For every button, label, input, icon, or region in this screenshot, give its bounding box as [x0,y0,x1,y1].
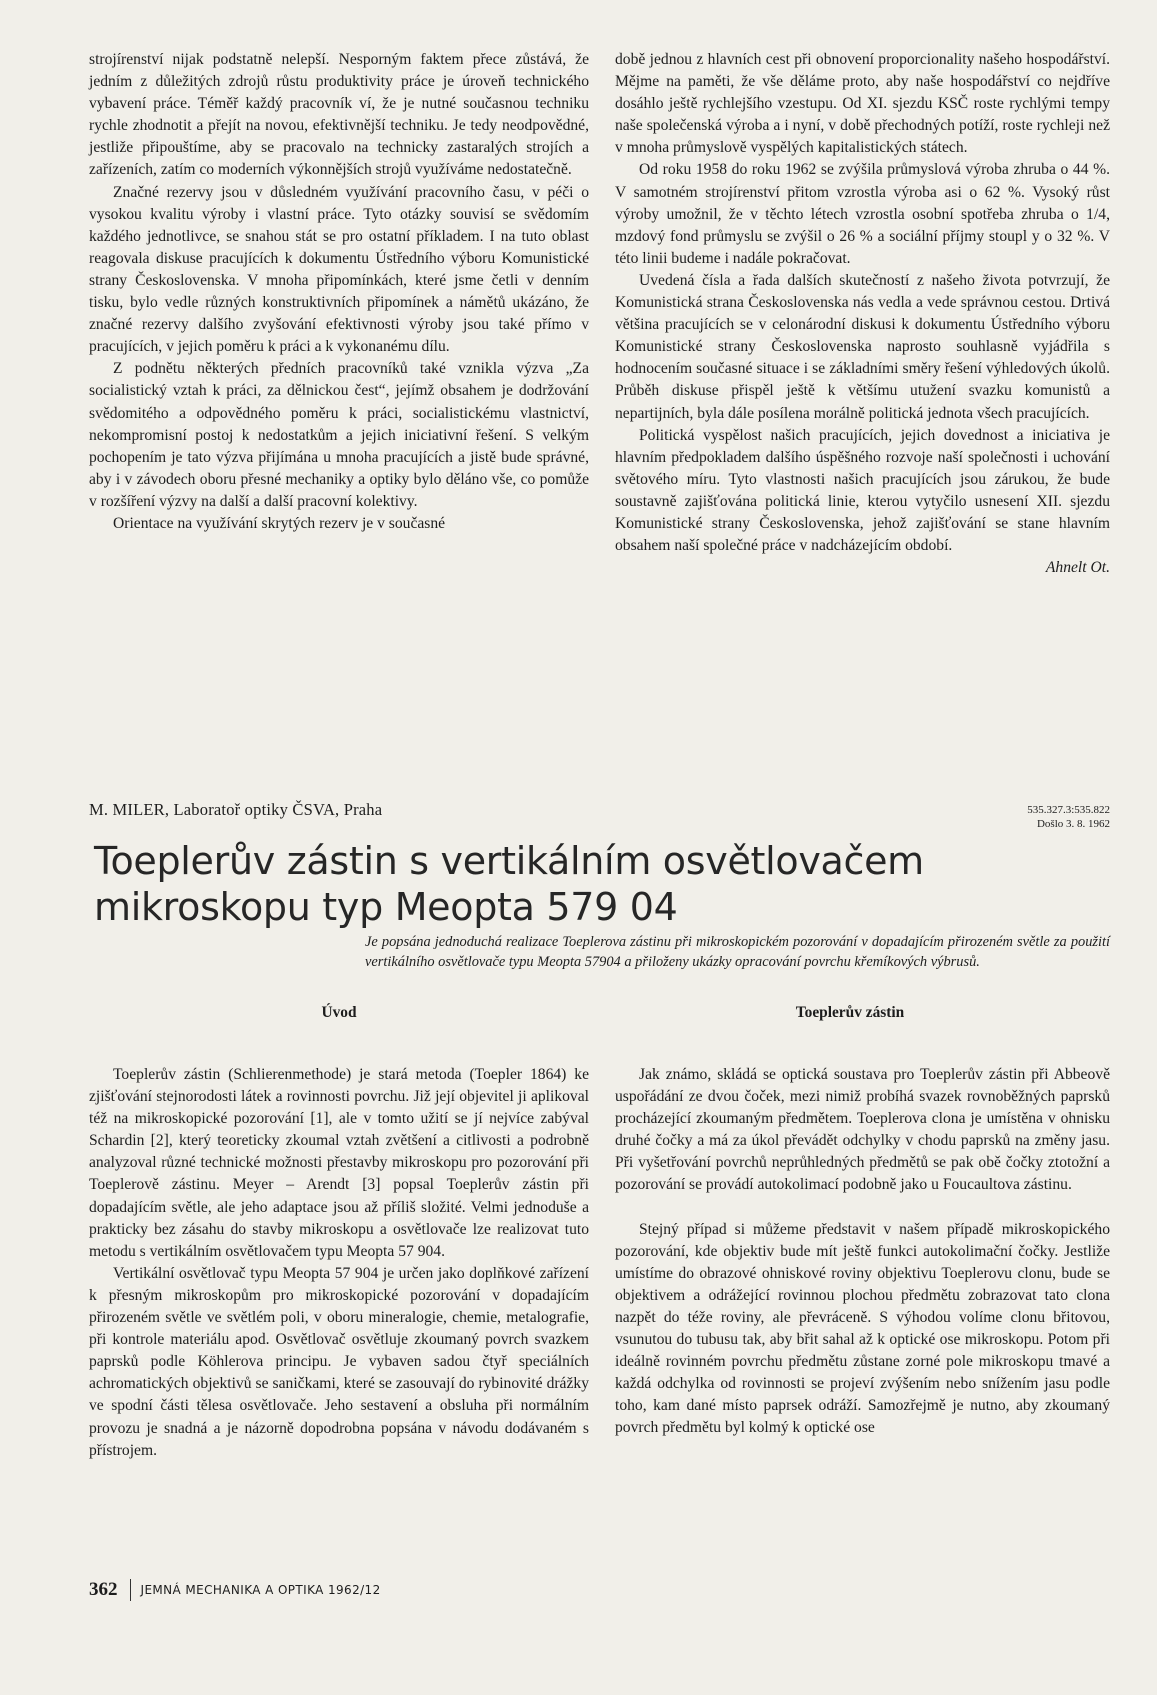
journal-name: JEMNÁ MECHANIKA A OPTIKA 1962/12 [140,1583,381,1597]
previous-article-left-column [89,49,589,535]
previous-article-right-column [615,49,1110,579]
paragraph: strojírenství nijak podstatně nelepší. Nesporným faktem přece zůstává, že jedním z důležitých zdrojů růstu produktivity práce je úroveň technického vybavení práce. Téměř každý pracovník ví, že je nutné současnou techniku rychle zhodnotit a přejít na novou, efektivnější techniku. Je tedy neodpovědné, jestliže připouštíme, aby se pracovalo na technicky zastaralých strojích a zařízeních, zatím co moderních výkonnějších strojů využíváme nedostatečně. [89,51,589,179]
paragraph: Uvedená čísla a řada dalších skutečností z našeho života potvrzují, že Komunistická strana Československa nás vedla a vede správnou cestou. Drtivá většina pracujících se v celonárodní diskusi k dokumentu Ústředního výboru Komunistické strany Československa naprosto souhlasně vyjádřila s hodnocením současné situace i se základními směry řešení výhledových úkolů. Průběh diskuse přispěl ještě k většímu utužení svazku komunistů a nepartijních, byla dále posílena morálně politická jednota všech pracujících. [615,271,1110,422]
section-heading-toepleruv-zastin: Toeplerův zástin [795,1004,905,1021]
section-heading-uvod: Úvod [321,1004,357,1021]
footer-divider [130,1579,131,1601]
paragraph: Stejný případ si můžeme představit v našem případě mikroskopického pozorování, kde objektiv bude mít ještě funkci autokolimační čočky. Jestliže umístíme do obrazové ohniskové roviny objektivu Toeplerovu clonu, bude se objektivem a odrážející rovinnou plochou předmětu zobrazovat tato clona nazpět do téže roviny, ale převráceně. S výhodou volíme clonu břitovou, vsunutou do tubusu tak, aby břit sahal až k optické ose mikroskopu. Potom při ideálně rovinném povrchu předmětu zůstane zorné pole mikroskopu tmavé a každá odchylka od rovinnosti se projeví zvýšením nebo snížením jasu podle toho, kam dané místo paprsek odráží. Samozřejmě je nutno, aby zkoumaný povrch předmětu byl kolmý k optické ose [615,1220,1110,1437]
page-footer [89,1579,381,1601]
paragraph: Vertikální osvětlovač typu Meopta 57 904 je určen jako doplňkové zařízení k přesným mikroskopům pro mikroskopické pozorování v dopadajícím přirozeném světle ve světlém poli, v oboru mineralogie, chemie, metalografie, při kontrole materiálu apod. Osvětlovač osvětluje zkoumaný povrch svazkem paprsků podle Köhlerova principu. Je vybaven sadou čtyř speciálních achromatických objektivů se saničkami, které se zasouvají do rybinovité drážky ve spodní části tělesa osvětlovače. Jeho sestavení a obsluha při normálním provozu je snadná a je názorně dopodrobna popsána v návodu dodávaném s přístrojem. [89,1264,589,1459]
paragraph: Jak známo, skládá se optická soustava pro Toeplerův zástin při Abbeově uspořádání ze dvou čoček, mezi nimiž probíhá svazek rovnoběžných paprsků procházející zkoumaným předmětem. Toeplerova clona je umístěna v ohnisku druhé čočky a má za úkol převádět odchylky v chodu paprsků na změny jasu. Při vyšetřování povrchů neprůhledných předmětů se pak obě čočky ztotožní a pozorování se provádí autokolimací podobně jako u Foucaultova zástinu. [615,1066,1110,1194]
paragraph: době jednou z hlavních cest při obnovení proporcionality našeho hospodářství. Mějme na paměti, že vše děláme proto, aby naše hospodářství co nejdříve dosáhlo ještě rychlejšího vzestupu. Od XI. sjezdu KSČ roste rychlými tempy naše společenská výroba a i nyní, v době přechodných potíží, roste rychleji než v mnoha průmyslově vyspělých kapitalistických státech. [615,51,1110,157]
article-right-column [615,1064,1110,1440]
article-metadata [950,803,1110,831]
paragraph: Značné rezervy jsou v důsledném využívání pracovního času, v péči o vysokou kvalitu výroby i vlastní práce. Tyto otázky souvisí se svědomím každého jednotlivce, se snahou stát se pro ostatní příkladem. I na tuto oblast reagovala diskuse pracujících k dokumentu Ústředního výboru Komunistické strany Československa. V mnoha připomínkách, které jsme četli v denním tisku, bylo vedle různých konstruktivních připomínek a námětů ukázáno, že značné rezervy dalšího zvyšování efektivnosti výroby jsou také přímo v pracujících, v jejich poměru k práci a k vykonanému dílu. [89,183,589,356]
received-date: Došlo 3. 8. 1962 [1036,818,1110,830]
article-left-column [89,1064,589,1462]
page-number: 362 [89,1579,118,1600]
paragraph: Orientace na využívání skrytých rezerv je v současné [113,514,446,532]
udc-code: 535.327.3:535.822 [1027,804,1110,816]
article-title: Toeplerův zástin s vertikálním osvětlovačem mikroskopu typ Meopta 579 04 [94,839,924,929]
paragraph: Od roku 1958 do roku 1962 se zvýšila průmyslová výroba zhruba o 44 %. V samotném strojírenství přitom vzrostla výroba asi o 62 %. Vysoký růst výroby umožnil, že v těchto létech vzrostla osobní spotřeba zhruba o 1/4, mzdový fond průmyslu se zvýšil o 26 % a sociální příjmy stoupl y o 32 %. V této linii budeme i nadále pokračovat. [615,161,1110,267]
paragraph: Politická vyspělost našich pracujících, jejich dovednost a iniciativa je hlavním předpokladem dalšího úspěšného rozvoje naší společnosti i uchování světového míru. Tyto vlastnosti našich pracujících jsou zárukou, že bude soustavně zajišťována politická linie, kterou vytyčilo usnesení XII. sjezdu Komunistické strany Československa, jehož zajišťování se stane hlavním obsahem naší společné práce v nadcházejícím období. [615,426,1110,555]
paragraph: Z podnětu některých předních pracovníků také vznikla výzva „Za socialistický vztah k práci, za dělnickou čest“, jejímž obsahem je dodržování svědomitého a odpovědného poměru k práci, socialistickému vlastnictví, nekompromisní postoj k nedostatkům a jejich iniciativní řešení. S velkým pochopením je tato výzva přijímána u mnoha pracujících a jistě bude správné, aby i v závodech oboru přesné mechaniky a optiky bylo děláno vše, co pomůže v rozšíření výzvy na další a další pracovní kolektivy. [89,360,589,510]
article-abstract: Je popsána jednoduchá realizace Toeplerova zástinu při mikroskopickém pozorování v dopadajícím přirozeném světle za použití vertikálního osvětlovače typu Meopta 57904 a přiloženy ukázky opracování povrchu křemíkových výbrusů. [365,934,1110,970]
author-signature: Ahnelt Ot. [1045,559,1110,577]
paragraph: Toeplerův zástin (Schlierenmethode) je stará metoda (Toepler 1864) ke zjišťování stejnorodosti látek a rovinnosti povrchu. Již její objevitel ji aplikoval též na mikroskopické pozorování [1], ale v tomto užití se jí nejvíce zabýval Schardin [2], který teoreticky zkoumal vztah zvětšení a citlivosti a podrobně analyzoval různé technické možnosti přestavby mikroskopu pro pozorování při Toeplerově zástinu. Meyer – Arendt [3] popsal Toeplerův zástin při dopadajícím světle, ale jeho adaptace jsou až příliš složité. Velmi jednoduše a prakticky bez zásahu do stavby mikroskopu a osvětlovače lze realizovat tuto metodu s vertikálním osvětlovačem typu Meopta 57 904. [89,1066,589,1260]
article-byline: M. MILER, Laboratoř optiky ČSVA, Praha [89,800,383,819]
